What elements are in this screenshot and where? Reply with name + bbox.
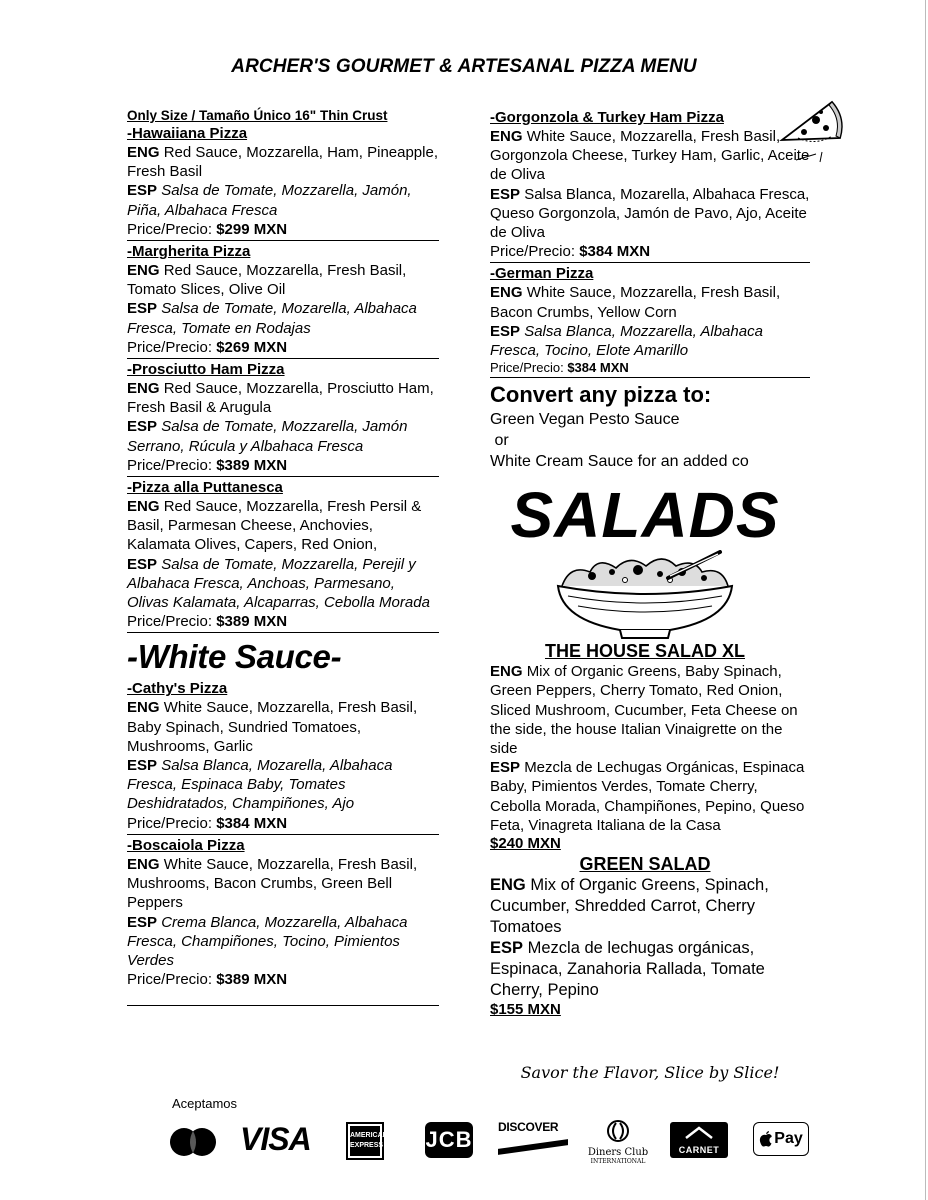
diners-subtext: INTERNATIONAL bbox=[590, 1158, 646, 1165]
esp-label: ESP bbox=[127, 555, 158, 573]
price-value: $389 MXN bbox=[216, 971, 288, 989]
diners-icon bbox=[606, 1120, 630, 1142]
eng-label: ENG bbox=[490, 663, 523, 681]
pizza-name: -Gorgonzola & Turkey Ham Pizza bbox=[490, 109, 724, 126]
salad-item bbox=[490, 853, 810, 1019]
pizza-slice-icon bbox=[776, 94, 846, 164]
esp-text: Mezcla de Lechugas Orgánicas, Espinaca Baby, Pimientos Verdes, Tomate Cherry, Cebolla Morada, Champiñones, Pepino, Queso Feta, Vinagreta Italiana de la Casa bbox=[490, 759, 805, 834]
eng-text: Mix of Organic Greens, Baby Spinach, Green Peppers, Cherry Tomato, Red Onion, Sliced Mushroom, Cucumber, Feta Cheese on the side, the house Italian Vinaigrette on the side bbox=[490, 663, 798, 758]
price-value: $269 MXN bbox=[216, 338, 288, 356]
price-label: Price/Precio: bbox=[127, 220, 213, 238]
convert-option-pesto: Green Vegan Pesto Sauce bbox=[490, 411, 680, 429]
eng-label: ENG bbox=[127, 380, 160, 398]
diners-text: Diners Club bbox=[587, 1147, 649, 1158]
right-column bbox=[490, 108, 810, 1019]
pizza-esp-ingredients bbox=[490, 185, 810, 243]
discover-logo bbox=[498, 1120, 570, 1160]
pizza-item bbox=[490, 108, 810, 263]
salad-eng bbox=[490, 662, 810, 758]
amex-text: AMERICAN EXPRESS bbox=[350, 1126, 380, 1156]
salad-esp bbox=[490, 758, 810, 835]
eng-label: ENG bbox=[127, 144, 160, 161]
salad-price: $240 MXN bbox=[490, 835, 561, 853]
price-label: Price/Precio: bbox=[127, 613, 213, 631]
pizza-name: -Cathy's Pizza bbox=[127, 680, 228, 698]
esp-text: Salsa de Tomate, Mozarella, Albahaca Fresca, Tomate en Rodajas bbox=[127, 300, 417, 337]
pizza-price bbox=[127, 814, 439, 833]
pizza-price bbox=[127, 970, 439, 989]
pizza-esp-ingredients bbox=[127, 555, 439, 613]
price-label: Price/Precio: bbox=[127, 338, 213, 356]
pizza-price bbox=[127, 338, 439, 357]
carnet-logo bbox=[670, 1122, 728, 1158]
applepay-text: Pay bbox=[774, 1130, 803, 1147]
diners-logo bbox=[586, 1120, 650, 1165]
esp-text: Salsa de Tomate, Mozzarella, Jamón Serrano, Rúcula y Albahaca Fresca bbox=[127, 418, 408, 455]
price-label: Price/Precio: bbox=[127, 814, 213, 832]
esp-text: Salsa de Tomate, Mozzarella, Perejil y Albahaca Fresca, Anchoas, Parmesano, Olivas Kalamata, Alcaparras, Cebolla Morada bbox=[127, 555, 430, 612]
esp-text: Crema Blanca, Mozzarella, Albahaca Fresca, Champiñones, Tocino, Pimientos Verdes bbox=[127, 913, 408, 969]
pizza-item bbox=[127, 679, 439, 834]
pizza-price bbox=[490, 242, 810, 261]
pizza-item bbox=[127, 478, 439, 633]
applepay-logo bbox=[753, 1122, 809, 1156]
eng-text: Red Sauce, Mozzarella, Fresh Persil & Basil, Parmesan Cheese, Anchovies, Kalamata Olives, Capers, Red Onion, bbox=[127, 498, 422, 554]
esp-text: Mezcla de lechugas orgánicas, Espinaca, Zanahoria Rallada, Tomate Cherry, Pepino bbox=[490, 939, 765, 1000]
price-label: Price/Precio: bbox=[490, 360, 564, 376]
salad-name: GREEN SALAD bbox=[579, 854, 711, 875]
pizza-name: -Hawaiiana Pizza bbox=[127, 125, 248, 142]
eng-label: ENG bbox=[127, 498, 160, 516]
pizza-eng-ingredients bbox=[127, 497, 439, 555]
mastercard-icon bbox=[168, 1126, 218, 1158]
pizza-eng-ingredients bbox=[127, 379, 439, 417]
pizza-price bbox=[127, 220, 439, 239]
salad-eng bbox=[490, 875, 810, 938]
pizza-esp-ingredients bbox=[127, 417, 439, 455]
esp-label: ESP bbox=[490, 759, 521, 777]
eng-label: ENG bbox=[490, 284, 523, 302]
salads-heading: SALADS bbox=[510, 479, 780, 552]
white-sauce-heading: -White Sauce- bbox=[127, 638, 342, 676]
salad-list bbox=[490, 640, 810, 1019]
right-pizzas bbox=[490, 108, 810, 378]
jcb-logo: JCB bbox=[425, 1122, 473, 1158]
salad-bowl-icon bbox=[550, 550, 740, 640]
pizza-price bbox=[127, 612, 439, 631]
carnet-icon bbox=[684, 1126, 714, 1140]
price-value: $299 MXN bbox=[216, 220, 288, 238]
esp-label: ESP bbox=[490, 185, 521, 203]
esp-label: ESP bbox=[127, 300, 158, 318]
pizza-esp-ingredients bbox=[490, 322, 810, 360]
eng-label: ENG bbox=[127, 262, 160, 280]
price-value: $389 MXN bbox=[216, 456, 288, 474]
eng-text: Red Sauce, Mozzarella, Fresh Basil, Tomato Slices, Olive Oil bbox=[127, 262, 407, 299]
pizza-eng-ingredients bbox=[127, 855, 439, 913]
eng-text: White Sauce, Mozzarella, Fresh Basil, bbox=[163, 699, 418, 717]
eng-label: ENG bbox=[490, 876, 526, 895]
pizza-eng-ingredients bbox=[127, 143, 439, 181]
discover-stripe bbox=[498, 1139, 568, 1155]
pizza-eng-ingredients bbox=[490, 283, 810, 321]
pizza-name: -Margherita Pizza bbox=[127, 243, 251, 261]
payment-logos bbox=[168, 1120, 818, 1164]
esp-label: ESP bbox=[490, 322, 521, 340]
pizza-eng-ingredients bbox=[490, 127, 810, 185]
price-value: $384 MXN bbox=[567, 360, 629, 376]
pizza-price bbox=[490, 360, 810, 376]
pizza-item bbox=[127, 242, 439, 359]
pizza-esp-ingredients bbox=[127, 756, 439, 814]
red-sauce-pizzas bbox=[127, 124, 439, 633]
eng-label: ENG bbox=[490, 128, 523, 145]
esp-label: ESP bbox=[127, 757, 158, 775]
menu-title: ARCHER'S GOURMET & ARTESANAL PIZZA MENU bbox=[231, 56, 697, 77]
esp-label: ESP bbox=[127, 182, 158, 200]
amex-logo bbox=[346, 1122, 388, 1160]
esp-text: Salsa Blanca, Mozarella, Albahaca Fresca, Queso Gorgonzola, Jamón de Pavo, Ajo, Aceite de Oliva bbox=[490, 185, 810, 242]
salad-price: $155 MXN bbox=[490, 1001, 561, 1019]
pizza-esp-ingredients bbox=[127, 181, 439, 219]
eng-label: ENG bbox=[127, 855, 160, 873]
price-label: Price/Precio: bbox=[490, 243, 576, 261]
pizza-item bbox=[127, 124, 439, 241]
pizza-item bbox=[127, 360, 439, 477]
price-label: Price/Precio: bbox=[127, 456, 213, 474]
pizza-item bbox=[490, 264, 810, 378]
convert-or: or bbox=[490, 432, 509, 450]
eng-label: ENG bbox=[127, 699, 160, 717]
eng-text: White Sauce, Mozzarella, Fresh Basil, Mushrooms, Bacon Crumbs, Green Bell Peppers bbox=[127, 855, 418, 912]
salad-esp bbox=[490, 938, 810, 1001]
esp-text: Salsa Blanca, Mozzarella, Albahaca Fresca, Tocino, Elote Amarillo bbox=[490, 322, 763, 360]
carnet-text: CARNET bbox=[678, 1145, 720, 1155]
salad-name: THE HOUSE SALAD XL bbox=[544, 641, 745, 662]
pizza-eng-ingredients bbox=[127, 261, 439, 299]
pizza-item bbox=[127, 836, 439, 990]
left-bottom-rule bbox=[127, 991, 439, 1006]
esp-label: ESP bbox=[127, 418, 158, 436]
discover-text: DISCOVER bbox=[498, 1120, 559, 1134]
eng-text: Red Sauce, Mozzarella, Ham, Pineapple, Fresh Basil bbox=[127, 144, 438, 181]
price-value: $389 MXN bbox=[216, 613, 288, 631]
visa-logo: VISA bbox=[240, 1121, 311, 1157]
salad-bowl-illustration bbox=[490, 550, 800, 640]
price-value: $384 MXN bbox=[579, 243, 651, 261]
convert-heading: Convert any pizza to: bbox=[490, 382, 712, 408]
page-edge bbox=[925, 0, 926, 1200]
pizza-price bbox=[127, 456, 439, 475]
convert-option-cream: White Cream Sauce for an added co bbox=[490, 453, 749, 471]
payments-label: Aceptamos bbox=[172, 1096, 238, 1111]
esp-text: Salsa Blanca, Mozarella, Albahaca Fresca, Espinaca Baby, Tomates Deshidratados, Champiñones, Ajo bbox=[127, 757, 393, 813]
esp-label: ESP bbox=[490, 939, 524, 958]
pizza-esp-ingredients bbox=[127, 913, 439, 971]
esp-text: Salsa de Tomate, Mozzarella, Jamón, Piña, Albahaca Fresca bbox=[127, 182, 412, 219]
pizza-name: -Prosciutto Ham Pizza bbox=[127, 361, 285, 379]
eng-text: Red Sauce, Mozzarella, Prosciutto Ham, Fresh Basil & Arugula bbox=[127, 380, 434, 417]
slogan: Savor the Flavor, Slice by Slice! bbox=[520, 1063, 780, 1082]
pizza-name: -Pizza alla Puttanesca bbox=[127, 479, 283, 497]
pizza-name: -Boscaiola Pizza bbox=[127, 836, 245, 854]
apple-icon bbox=[759, 1131, 773, 1147]
eng-text: White Sauce, Mozzarella, Fresh Basil, Gorgonzola Cheese, Turkey Ham, Garlic, Aceite de Oliva bbox=[490, 128, 810, 184]
pizza-esp-ingredients bbox=[127, 299, 439, 337]
pizza-name: -German Pizza bbox=[490, 265, 594, 283]
left-column bbox=[127, 108, 439, 1006]
white-sauce-pizzas bbox=[127, 679, 439, 990]
price-label: Price/Precio: bbox=[127, 971, 213, 989]
eng-text: White Sauce, Mozzarella, Fresh Basil, Bacon Crumbs, Yellow Corn bbox=[490, 284, 781, 321]
eng-text: Mix of Organic Greens, Spinach, Cucumber, Shredded Carrot, Cherry Tomatoes bbox=[490, 876, 769, 937]
esp-label: ESP bbox=[127, 913, 158, 931]
salad-item bbox=[490, 640, 810, 853]
pizza-eng-ingredients bbox=[127, 698, 439, 717]
size-note: Only Size / Tamaño Único 16" Thin Crust bbox=[127, 108, 388, 123]
pizza-eng-ingredients-cont: Baby Spinach, Sundried Tomatoes, Mushrooms, Garlic bbox=[127, 718, 362, 755]
price-value: $384 MXN bbox=[216, 814, 288, 832]
